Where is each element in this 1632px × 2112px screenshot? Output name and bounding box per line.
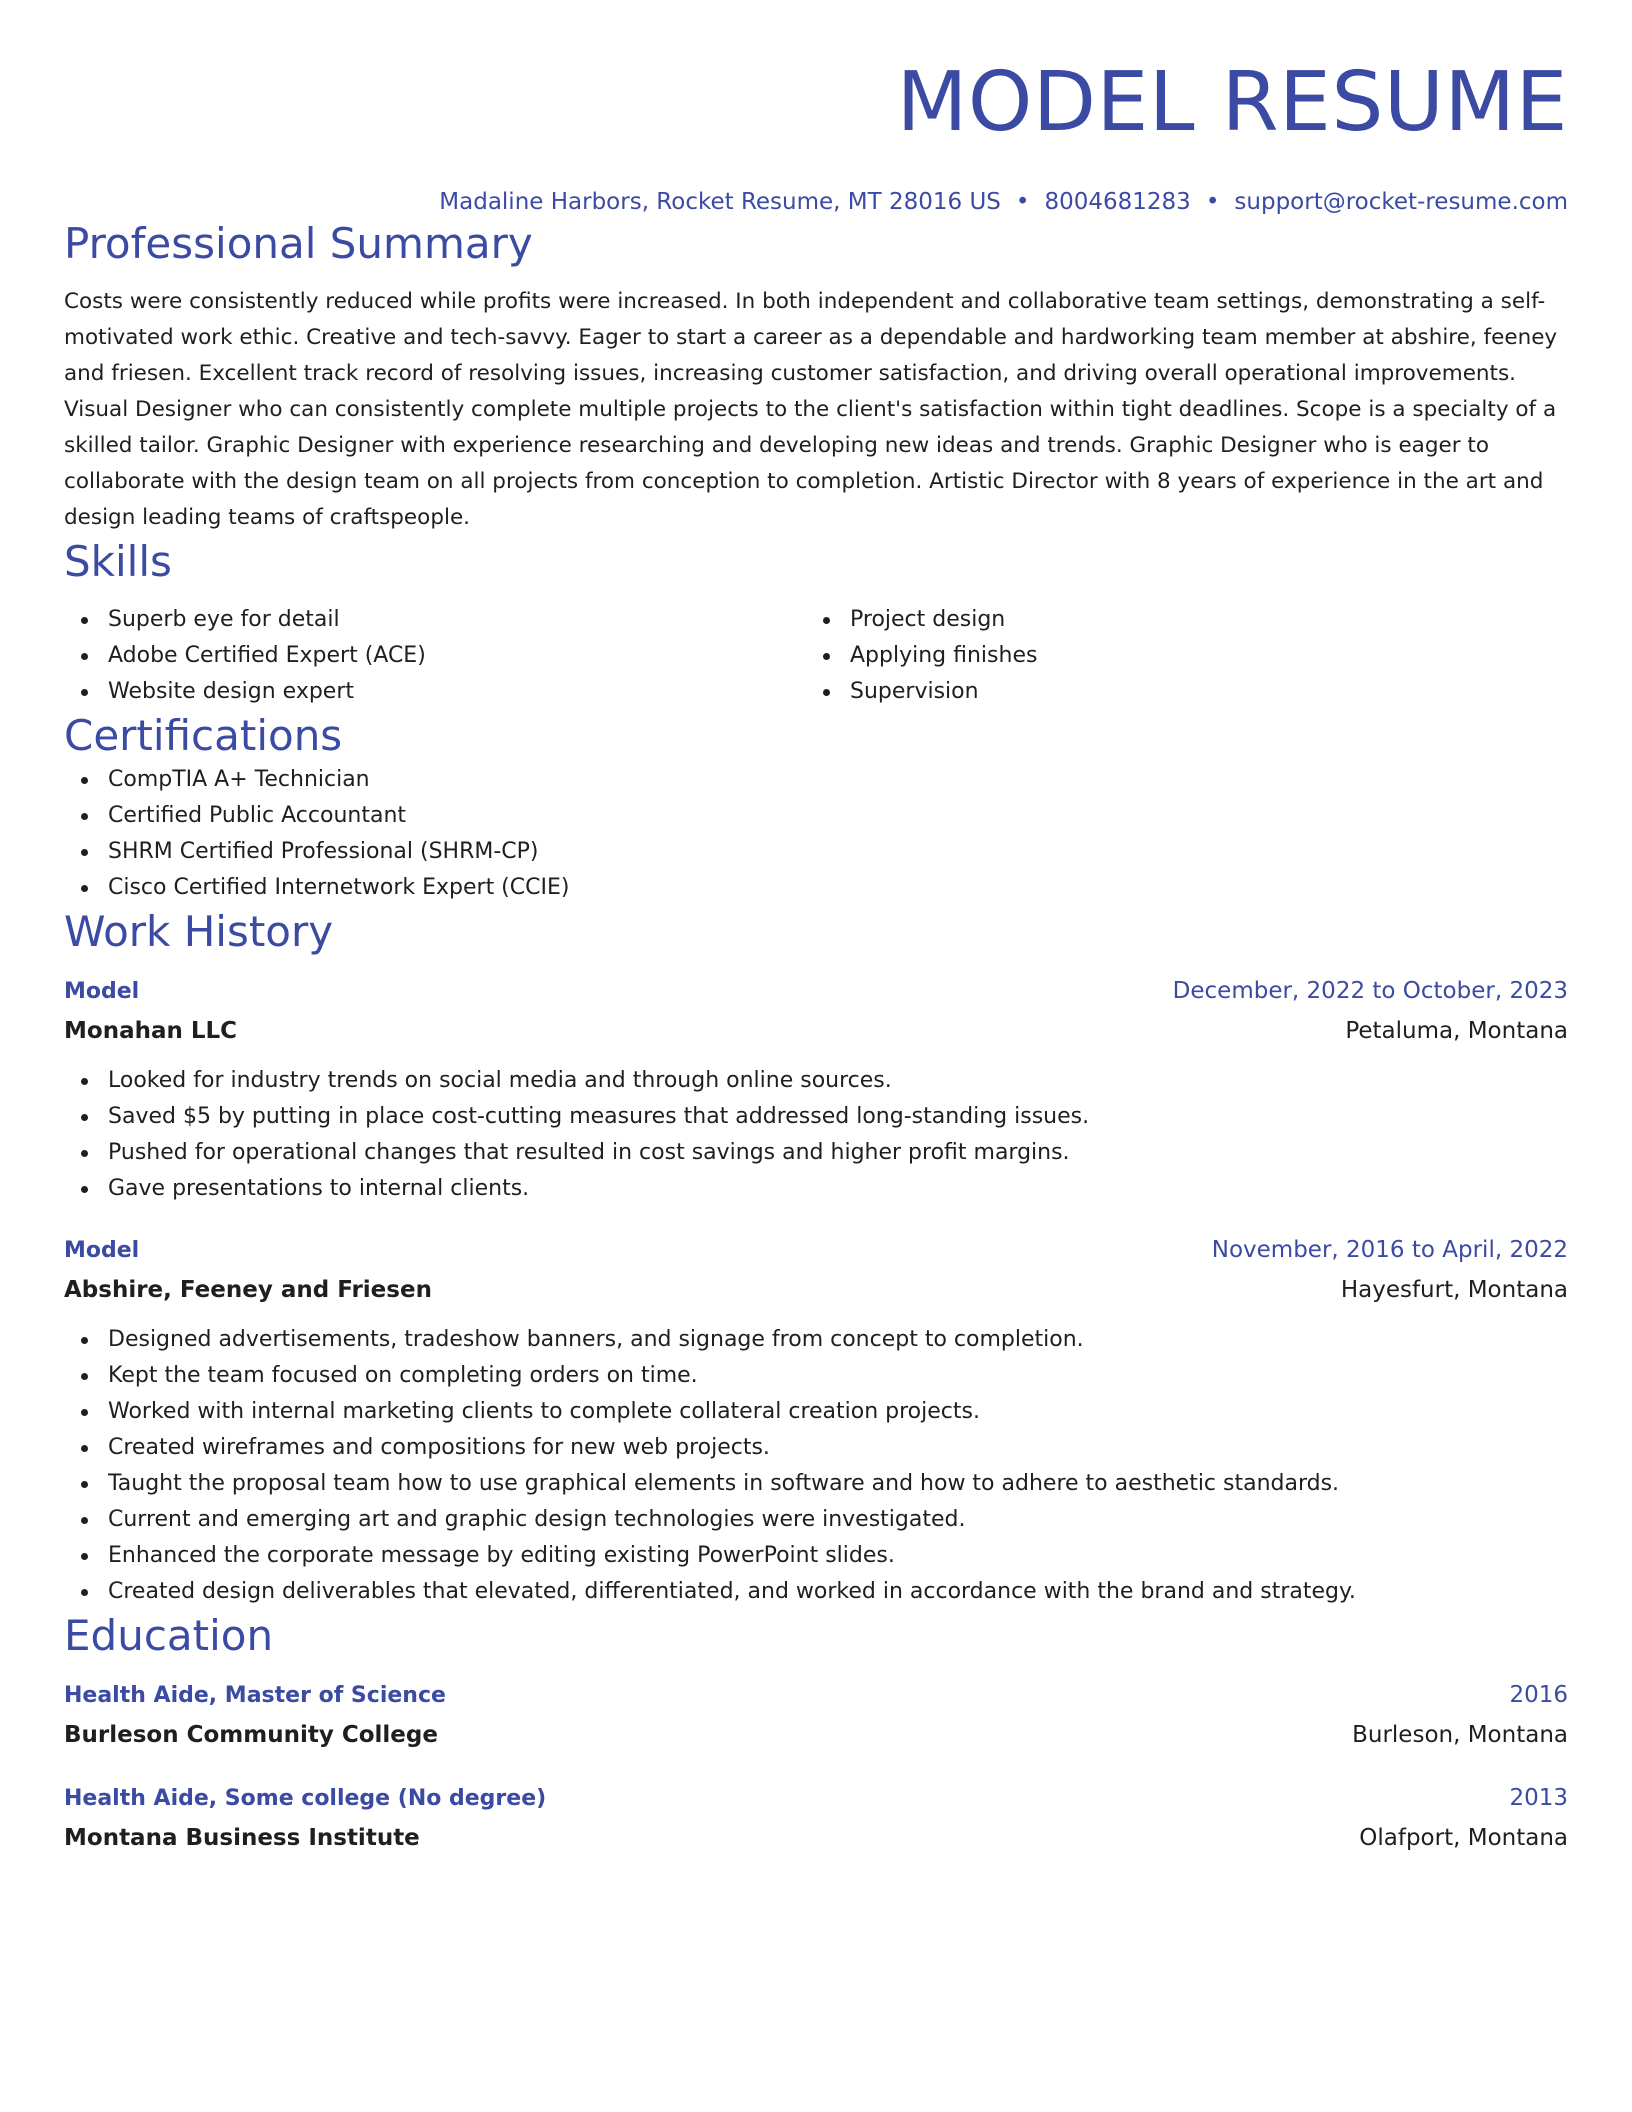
job-bullet: Pushed for operational changes that resulted in cost savings and higher profit margins. (64, 1135, 1568, 1171)
resume-name: MODEL RESUME (896, 55, 1568, 150)
skills-column-right (806, 602, 1548, 710)
education-header-row (64, 1779, 1568, 1818)
education-header-row (64, 1676, 1568, 1715)
education-degree: Health Aide, Some college (No degree) (64, 1786, 547, 1811)
contact-phone: 8004681283 (1044, 189, 1191, 215)
skill-item: Project design (806, 602, 1548, 638)
education-school-row (64, 1715, 1568, 1755)
contact-separator: • (1205, 189, 1220, 215)
certifications-heading: Certifications (64, 711, 343, 760)
job-company-row (64, 1270, 1568, 1310)
job-bullet: Saved $5 by putting in place cost-cutting measures that addressed long-standing issues. (64, 1099, 1568, 1135)
job-header-row (64, 972, 1568, 1011)
education-school: Burleson Community College (64, 1722, 438, 1748)
certification-item: CompTIA A+ Technician (64, 762, 1568, 798)
skills-column-left (64, 602, 806, 710)
job-bullet: Gave presentations to internal clients. (64, 1171, 1568, 1207)
job-bullet: Created wireframes and compositions for new web projects. (64, 1430, 1568, 1466)
job-bullet: Created design deliverables that elevated, differentiated, and worked in accordance with the brand and strategy. (64, 1574, 1568, 1610)
education-location: Olafport, Montana (1359, 1825, 1568, 1851)
job-location: Hayesfurt, Montana (1340, 1277, 1568, 1303)
job-company: Monahan LLC (64, 1018, 238, 1044)
work-history-heading: Work History (64, 907, 334, 956)
job-entry (64, 1231, 1568, 1610)
job-entry (64, 972, 1568, 1207)
contact-line (64, 186, 1568, 218)
education-location: Burleson, Montana (1352, 1722, 1568, 1748)
certification-item: SHRM Certified Professional (SHRM-CP) (64, 834, 1568, 870)
skill-item: Applying finishes (806, 638, 1548, 674)
education-school-row (64, 1818, 1568, 1858)
job-role: Model (64, 979, 140, 1004)
contact-email: support@rocket-resume.com (1234, 189, 1568, 215)
contact-separator: • (1015, 189, 1030, 215)
job-location: Petaluma, Montana (1345, 1018, 1568, 1044)
skills-grid (64, 602, 1568, 710)
job-bullets (64, 1063, 1568, 1207)
skill-item: Superb eye for detail (64, 602, 806, 638)
job-bullet: Worked with internal marketing clients to complete collateral creation projects. (64, 1394, 1568, 1430)
job-role: Model (64, 1238, 140, 1263)
job-company: Abshire, Feeney and Friesen (64, 1277, 432, 1303)
education-year: 2013 (1509, 1785, 1568, 1811)
resume-page (64, 48, 1568, 1858)
education-school: Montana Business Institute (64, 1825, 420, 1851)
skills-heading: Skills (64, 537, 172, 586)
job-bullets (64, 1322, 1568, 1610)
education-degree: Health Aide, Master of Science (64, 1683, 446, 1708)
skill-item: Adobe Certified Expert (ACE) (64, 638, 806, 674)
skill-item: Supervision (806, 674, 1548, 710)
job-company-row (64, 1011, 1568, 1051)
job-dates: December, 2022 to October, 2023 (1172, 978, 1568, 1004)
job-bullet: Designed advertisements, tradeshow banners, and signage from concept to completion. (64, 1322, 1568, 1358)
education-entry (64, 1676, 1568, 1755)
education-year: 2016 (1509, 1682, 1568, 1708)
contact-address: Madaline Harbors, Rocket Resume, MT 28016 US (439, 189, 1001, 215)
summary-heading: Professional Summary (64, 219, 533, 268)
job-dates: November, 2016 to April, 2022 (1211, 1237, 1568, 1263)
skills-list-right (806, 602, 1548, 710)
certification-item: Cisco Certified Internetwork Expert (CCIE) (64, 870, 1568, 906)
job-header-row (64, 1231, 1568, 1270)
job-bullet: Looked for industry trends on social media and through online sources. (64, 1063, 1568, 1099)
job-bullet: Kept the team focused on completing orders on time. (64, 1358, 1568, 1394)
skills-list-left (64, 602, 806, 710)
job-bullet: Taught the proposal team how to use graphical elements in software and how to adhere to aesthetic standards. (64, 1466, 1568, 1502)
summary-text: Costs were consistently reduced while profits were increased. In both independent and collaborative team settings, demonstrating a self-motivated work ethic. Creative and tech-savvy. Eager to start a career as a dependable and hardworking team member at abshire, feeney and friesen. Excellent track record of resolving issues, increasing customer satisfaction, and driving overall operational improvements. Visual Designer who can consistently complete multiple projects to the client's satisfaction within tight deadlines. Scope is a specialty of a skilled tailor. Graphic Designer with experience researching and developing new ideas and trends. Graphic Designer who is eager to collaborate with the design team on all projects from conception to completion. Artistic Director with 8 years of experience in the art and design leading teams of craftspeople. (64, 289, 1558, 530)
job-bullet: Enhanced the corporate message by editing existing PowerPoint slides. (64, 1538, 1568, 1574)
job-bullet: Current and emerging art and graphic design technologies were investigated. (64, 1502, 1568, 1538)
education-entry (64, 1779, 1568, 1858)
certifications-list (64, 762, 1568, 906)
certification-item: Certified Public Accountant (64, 798, 1568, 834)
education-heading: Education (64, 1611, 274, 1660)
skill-item: Website design expert (64, 674, 806, 710)
